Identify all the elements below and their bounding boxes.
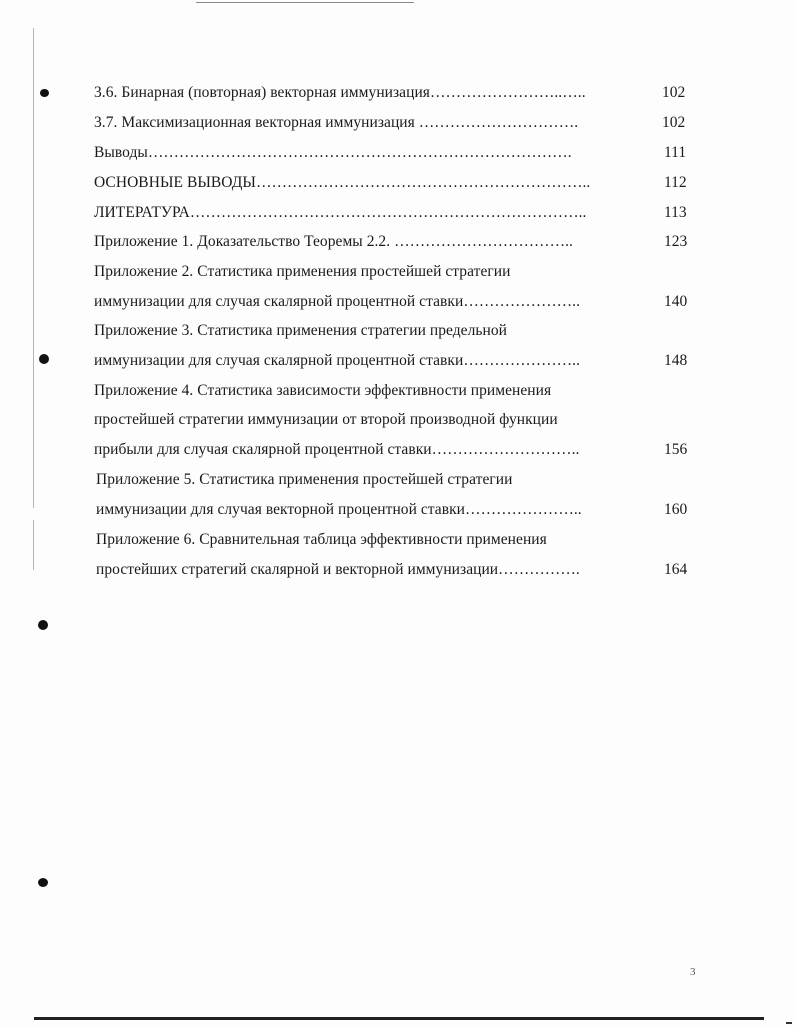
- punch-hole-mark: [38, 620, 48, 630]
- toc-page-number: 164: [664, 561, 688, 578]
- toc-entry: иммунизации для случая векторной процентной ставки…………………..: [96, 501, 582, 518]
- toc-entry: Приложение 6. Сравнительная таблица эффективности применения: [96, 531, 547, 548]
- scan-edge-top: [196, 2, 414, 3]
- toc-entry: 3.6. Бинарная (повторная) векторная иммунизация……………………..…..: [94, 84, 586, 101]
- toc-entry: ЛИТЕРАТУРА…………………………………………………………………..: [94, 204, 587, 221]
- toc-page-number: 160: [664, 501, 688, 518]
- toc-page-number: 112: [664, 174, 687, 191]
- toc-page-number: 111: [664, 144, 687, 161]
- toc-entry: Приложение 5. Статистика применения простейшей стратегии: [96, 471, 513, 488]
- toc-entry: Приложение 3. Статистика применения стратегии предельной: [94, 322, 507, 339]
- page-number: 3: [690, 966, 696, 978]
- scan-mark: [786, 1022, 792, 1024]
- toc-entry: иммунизации для случая скалярной процентной ставки…………………..: [94, 293, 581, 310]
- toc-entry: Приложение 2. Статистика применения простейшей стратегии: [94, 263, 511, 280]
- toc-entry: Приложение 1. Доказательство Теоремы 2.2. ……………………………..: [94, 233, 573, 250]
- toc-entry: простейшей стратегии иммунизации от второй производной функции: [94, 411, 558, 428]
- toc-entry: Выводы……………………………………………………………………….: [94, 144, 572, 161]
- toc-entry: прибыли для случая скалярной процентной ставки………………………..: [94, 441, 580, 458]
- punch-hole-mark: [39, 354, 49, 364]
- punch-hole-mark: [40, 89, 49, 97]
- toc-page-number: 123: [664, 233, 688, 250]
- toc-page-number: 102: [662, 84, 686, 101]
- scan-edge-left-lower: [33, 520, 34, 570]
- toc-page-number: 113: [664, 204, 687, 221]
- toc-entry: 3.7. Максимизационная векторная иммунизация ………………………….: [94, 114, 579, 131]
- toc-page-number: 148: [664, 352, 688, 369]
- toc-entry: Приложение 4. Статистика зависимости эффективности применения: [94, 382, 552, 399]
- punch-hole-mark: [38, 878, 48, 887]
- toc-entry: иммунизации для случая скалярной процентной ставки…………………..: [94, 352, 581, 369]
- toc-page-number: 156: [664, 441, 688, 458]
- toc-entry: ОСНОВНЫЕ ВЫВОДЫ………………………………………………………..: [94, 174, 591, 191]
- toc-page-number: 140: [664, 293, 688, 310]
- toc-entry: простейших стратегий скалярной и векторной иммунизации…………….: [96, 561, 580, 578]
- toc-page-number: 102: [662, 114, 686, 131]
- scan-edge-left: [33, 28, 34, 508]
- scan-edge-bottom: [34, 1017, 764, 1020]
